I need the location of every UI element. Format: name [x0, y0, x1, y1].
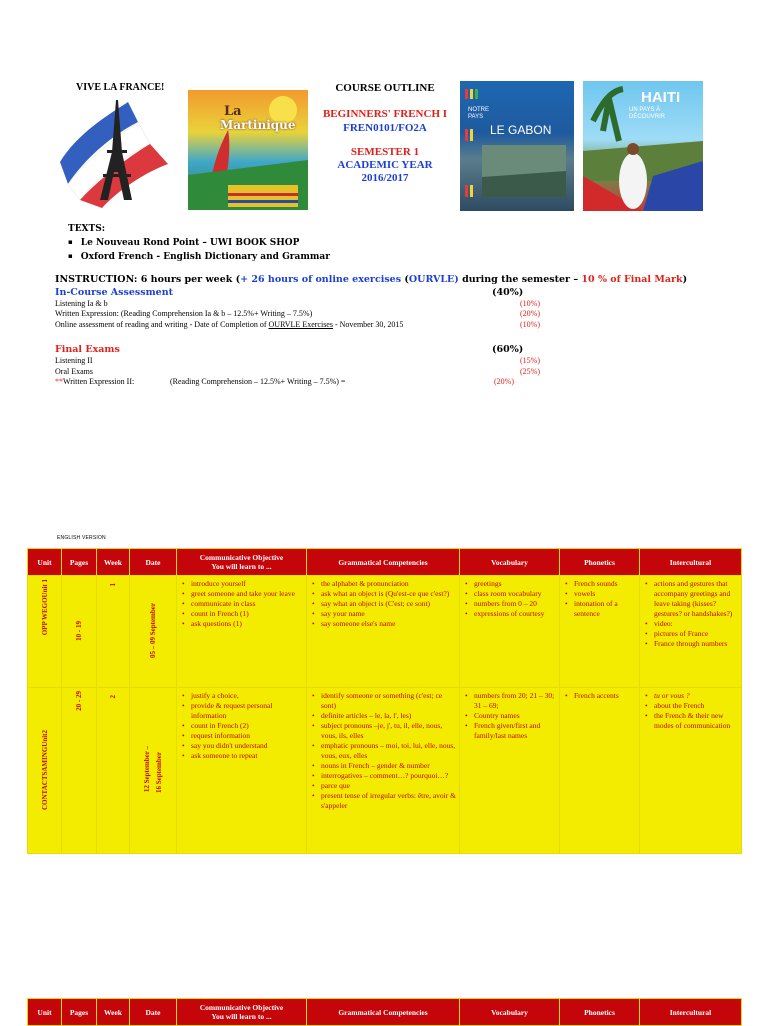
semester: SEMESTER 1	[350, 146, 420, 158]
table-row	[28, 688, 742, 854]
academic-year-label: ACADEMIC YEAR	[337, 159, 433, 171]
assessment-label: Online assessment of reading and writing - Date of Completion of OURVLE Exercises - November 30, 2015	[55, 320, 404, 329]
assessment-label: Listening II	[55, 356, 93, 365]
list-item: • parce que	[321, 781, 457, 791]
list-item: • about the French	[654, 701, 739, 711]
course-schedule-table-continued	[27, 998, 742, 1026]
course-schedule-table	[27, 548, 742, 854]
list-item: • Country names	[474, 711, 557, 721]
col-phonetics: Phonetics	[560, 549, 640, 576]
col-intercultural: Intercultural	[640, 999, 742, 1026]
haiti-title: HAITI	[641, 89, 681, 106]
phonetics-cell	[560, 688, 640, 854]
list-item: • ask someone to repeat	[191, 751, 304, 761]
course-title: BEGINNERS' FRENCH I	[322, 108, 448, 120]
final-exams-total: (60%)	[492, 344, 524, 355]
pages-cell: 10 - 19	[62, 576, 97, 688]
list-item: • numbers from 0 – 20	[474, 599, 557, 609]
list-item: • request information	[191, 731, 304, 741]
unit-cell: CONTACTSAMINGUnit2	[28, 688, 62, 854]
instruction-final-mark: 10 % of Final Mark	[581, 274, 683, 285]
list-item: • interrogatives – comment…? pourquoi…?	[321, 771, 457, 781]
list-item: • ask questions (1)	[191, 619, 304, 629]
list-item: • greet someone and take your leave	[191, 589, 304, 599]
texts-list	[68, 237, 330, 265]
instruction-text: INSTRUCTION: 6 hours per week (	[55, 274, 241, 285]
martinique-title-2: Martinique	[220, 118, 296, 132]
list-item: • say what an object is (C'est; ce sont)	[321, 599, 457, 609]
list-item: • expressions of courtesy	[474, 609, 557, 619]
list-item: • tu or vous ?	[654, 691, 739, 701]
col-week: Week	[97, 549, 130, 576]
texts-heading: TEXTS:	[68, 224, 106, 234]
col-vocabulary: Vocabulary	[460, 999, 560, 1026]
list-item: • French accents	[574, 691, 637, 701]
assessment-label-detail: (Reading Comprehension – 12.5%+ Writing – 7.5%) =	[170, 377, 346, 386]
list-item: • count in French (1)	[191, 609, 304, 619]
vocabulary-cell	[460, 688, 560, 854]
list-item: • the alphabet & pronunciation	[321, 579, 457, 589]
list-item: • communicate in class	[191, 599, 304, 609]
list-item: • class room vocabulary	[474, 589, 557, 599]
vive-la-france-caption: VIVE LA FRANCE!	[76, 82, 165, 93]
text-item: ▪ Oxford French - English Dictionary and Grammar	[68, 251, 330, 263]
col-grammatical: Grammatical Competencies	[307, 549, 460, 576]
list-item: • ask what an object is (Qu'est-ce que c'est?)	[321, 589, 457, 599]
list-item: • vowels	[574, 589, 637, 599]
date-cell: 05 – 09 September	[130, 576, 177, 688]
list-item: • say someone else's name	[321, 619, 457, 629]
table-header-row	[28, 549, 742, 576]
list-item: • intonation of a sentence	[574, 599, 637, 619]
list-item: • French given/first and family/last names	[474, 721, 557, 741]
course-info-block	[300, 82, 470, 184]
col-communicative: Communicative Objective You will learn to ...	[177, 549, 307, 576]
phonetics-cell	[560, 576, 640, 688]
col-pages: Pages	[62, 999, 97, 1026]
date-cell: 12 September – 16 September	[130, 688, 177, 854]
unit-cell: OPP WEGOUnit 1	[28, 576, 62, 688]
list-item: • subject pronouns –je, j', tu, il, elle, nous, vous, ils, elles	[321, 721, 457, 741]
week-cell: 1	[97, 576, 130, 688]
list-item: • French sounds	[574, 579, 637, 589]
col-week: Week	[97, 999, 130, 1026]
col-unit: Unit	[28, 999, 62, 1026]
assessment-pct: (20%)	[494, 377, 515, 386]
eiffel-tower-flag-image	[58, 92, 174, 208]
col-phonetics: Phonetics	[560, 999, 640, 1026]
col-grammatical: Grammatical Competencies	[307, 999, 460, 1026]
list-item: • the French & their new modes of communication	[654, 711, 739, 731]
martinique-title-1: La	[224, 104, 242, 119]
instruction-line: INSTRUCTION: 6 hours per week (+ 26 hours of online exercises (OURVLE) during the semester – 10 % of Final Mark)	[55, 274, 688, 285]
list-item: • say your name	[321, 609, 457, 619]
haiti-subtitle: UN PAYS À DÉCOUVRIR	[629, 107, 666, 120]
table-header-row	[28, 999, 742, 1026]
instruction-online: + 26 hours of online exercises	[240, 274, 402, 285]
communicative-cell	[177, 576, 307, 688]
list-item: • present tense of irregular verbs: être, avoir & s'appeler	[321, 791, 457, 811]
assessment-pct: (25%)	[520, 367, 541, 376]
col-date: Date	[130, 549, 177, 576]
col-unit: Unit	[28, 549, 62, 576]
gabon-title: LE GABON	[490, 123, 552, 137]
list-item: • emphatic pronouns – moi, toi, lui, elle, nous, vous, eux, elles	[321, 741, 457, 761]
assessment-label: Written Expression: (Reading Comprehension Ia & b – 12.5%+ Writing – 7.5%)	[55, 309, 313, 318]
assessment-pct: (15%)	[520, 356, 541, 365]
list-item: • France through numbers	[654, 639, 739, 649]
list-item: • greetings	[474, 579, 557, 589]
text-item: ▪ Le Nouveau Rond Point – UWI BOOK SHOP	[68, 237, 330, 249]
intercultural-cell	[640, 576, 742, 688]
col-vocabulary: Vocabulary	[460, 549, 560, 576]
course-code: FREN0101/FO2A	[343, 122, 427, 134]
pages-cell: 20 - 29	[62, 688, 97, 854]
col-intercultural: Intercultural	[640, 549, 742, 576]
assessment-label: Oral Exams	[55, 367, 93, 376]
assessment-pct: (20%)	[520, 309, 541, 318]
assessment-pct: (10%)	[520, 320, 541, 329]
col-communicative: Communicative Objective You will learn to ...	[177, 999, 307, 1026]
le-gabon-book-cover	[460, 81, 574, 211]
list-item: • count in French (2)	[191, 721, 304, 731]
in-course-total: (40%)	[492, 287, 524, 298]
col-date: Date	[130, 999, 177, 1026]
academic-year: 2016/2017	[361, 172, 409, 184]
list-item: • justify a choice,	[191, 691, 304, 701]
list-item: • numbers from 20; 21 – 30; 31 – 69;	[474, 691, 557, 711]
list-item: • video:	[654, 619, 739, 629]
haiti-book-cover	[583, 81, 703, 211]
course-outline-heading: COURSE OUTLINE	[335, 82, 435, 94]
instruction-ourvle: OURVLE)	[408, 274, 459, 285]
gabon-top-text: NOTRE PAYS	[468, 107, 489, 120]
list-item: • definite articles – le, la, l', les)	[321, 711, 457, 721]
vocabulary-cell	[460, 576, 560, 688]
list-item: • identify someone or something (c'est; ce sont)	[321, 691, 457, 711]
assessment-pct: (10%)	[520, 299, 541, 308]
list-item: • introduce yourself	[191, 579, 304, 589]
list-item: • pictures of France	[654, 629, 739, 639]
list-item: • actions and gestures that accompany greetings and leave taking (kisses? gestures? or handshakes?)	[654, 579, 739, 619]
list-item: • nouns in French – gender & number	[321, 761, 457, 771]
grammatical-cell	[307, 576, 460, 688]
list-item: • say you didn't understand	[191, 741, 304, 751]
list-item: • provide & request personal information	[191, 701, 304, 721]
table-row	[28, 576, 742, 688]
in-course-title: In-Course Assessment	[55, 287, 174, 298]
col-pages: Pages	[62, 549, 97, 576]
week-cell: 2	[97, 688, 130, 854]
assessment-label: **Written Expression II:	[55, 377, 135, 386]
final-exams-title: Final Exams	[55, 344, 120, 355]
grammatical-cell	[307, 688, 460, 854]
la-martinique-book-cover	[188, 90, 308, 210]
english-version-label: ENGLISH VERSION	[57, 535, 106, 541]
communicative-cell	[177, 688, 307, 854]
assessment-label: Listening Ia & b	[55, 299, 108, 308]
intercultural-cell	[640, 688, 742, 854]
